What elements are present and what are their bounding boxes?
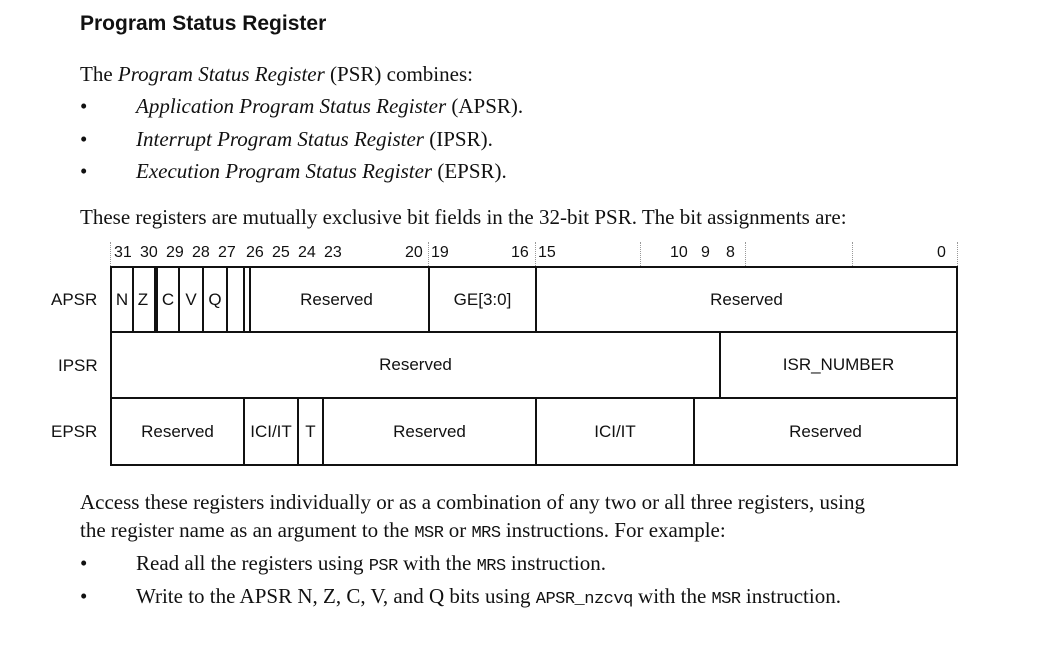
list-item-abbr: (APSR). [446, 94, 524, 118]
list-item-term: Interrupt Program Status Register [136, 127, 424, 151]
intro-suffix: (PSR) combines: [324, 62, 473, 86]
access-paragraph-line1: Access these registers individually or as a combination of any two or all three registers, using [80, 490, 865, 514]
example-text: Write to the APSR N, Z, C, V, and Q bits using [136, 584, 536, 608]
bit-divider [957, 242, 958, 266]
apsr-field-ge: GE[3:0] [428, 266, 537, 333]
bit-divider [745, 242, 746, 266]
bit-divider [110, 242, 111, 266]
bit-number: 27 [218, 244, 236, 261]
access-text: the register name as an argument to the [80, 518, 415, 542]
epsr-field-reserved: Reserved [322, 397, 537, 466]
bit-number: 23 [324, 244, 342, 261]
bullet-icon: • [80, 94, 88, 118]
bullet-icon: • [80, 584, 88, 608]
apsr-field-q: Q [204, 266, 228, 333]
code-msr: MSR [711, 590, 741, 609]
apsr-field-reserved: Reserved [535, 266, 958, 333]
apsr-field-z: Z [132, 266, 156, 333]
bit-number: 31 [114, 244, 132, 261]
bit-number: 29 [166, 244, 184, 261]
apsr-field-v: V [180, 266, 204, 333]
list-item-abbr: (EPSR). [432, 159, 507, 183]
code-psr: PSR [368, 557, 398, 576]
example-text: instruction. [505, 551, 606, 575]
example-text: Read all the registers using [136, 551, 369, 575]
register-label-epsr: EPSR [51, 422, 98, 441]
example-text: with the [632, 584, 712, 608]
bit-number: 15 [538, 244, 556, 261]
epsr-field-ici-it: ICI/IT [535, 397, 695, 466]
apsr-field-reserved: Reserved [243, 266, 430, 333]
bit-number: 25 [272, 244, 290, 261]
bit-number: 30 [140, 244, 158, 261]
bullet-icon: • [80, 127, 88, 151]
list-item-abbr: (IPSR). [423, 127, 493, 151]
code-msr: MSR [414, 524, 444, 543]
bit-number: 24 [298, 244, 316, 261]
bit-number: 8 [726, 244, 735, 261]
register-label-apsr: APSR [51, 290, 98, 309]
bit-divider [852, 242, 853, 266]
bit-number: 20 [405, 244, 423, 261]
epsr-field-reserved: Reserved [110, 397, 245, 466]
bit-divider [535, 242, 536, 266]
intro-paragraph [80, 60, 473, 88]
epsr-field-ici-it: ICI/IT [243, 397, 299, 466]
code-mrs: MRS [476, 557, 506, 576]
bit-divider [428, 242, 429, 266]
page-title: Program Status Register [80, 12, 327, 35]
bullet-icon: • [80, 551, 88, 575]
code-mrs: MRS [471, 524, 501, 543]
example-text: instruction. [740, 584, 841, 608]
bit-number: 16 [511, 244, 529, 261]
bit-number: 19 [431, 244, 449, 261]
apsr-field-n: N [110, 266, 134, 333]
bullet-icon: • [80, 159, 88, 183]
list-item-term: Application Program Status Register [136, 94, 447, 118]
bit-divider [640, 242, 641, 266]
list-item-term: Execution Program Status Register [136, 159, 433, 183]
apsr-field-c: C [156, 266, 180, 333]
ipsr-field-isr-number: ISR_NUMBER [719, 331, 958, 399]
intro-term: Program Status Register [117, 62, 325, 86]
register-label-ipsr: IPSR [58, 356, 98, 375]
bit-number: 26 [246, 244, 264, 261]
bit-number: 0 [937, 244, 946, 261]
intro-prefix: The [80, 62, 118, 86]
access-text: instructions. For example: [500, 518, 726, 542]
epsr-field-t: T [297, 397, 324, 466]
code-apsr-nzcvq: APSR_nzcvq [535, 590, 633, 609]
bit-number: 10 [670, 244, 688, 261]
bit-number: 9 [701, 244, 710, 261]
epsr-field-reserved: Reserved [693, 397, 958, 466]
access-text: or [443, 518, 472, 542]
ipsr-field-reserved: Reserved [110, 331, 721, 399]
bit-number: 28 [192, 244, 210, 261]
example-text: with the [397, 551, 477, 575]
bitfields-intro: These registers are mutually exclusive bit fields in the 32-bit PSR. The bit assignments are: [80, 205, 847, 229]
access-paragraph-line2 [80, 516, 726, 548]
